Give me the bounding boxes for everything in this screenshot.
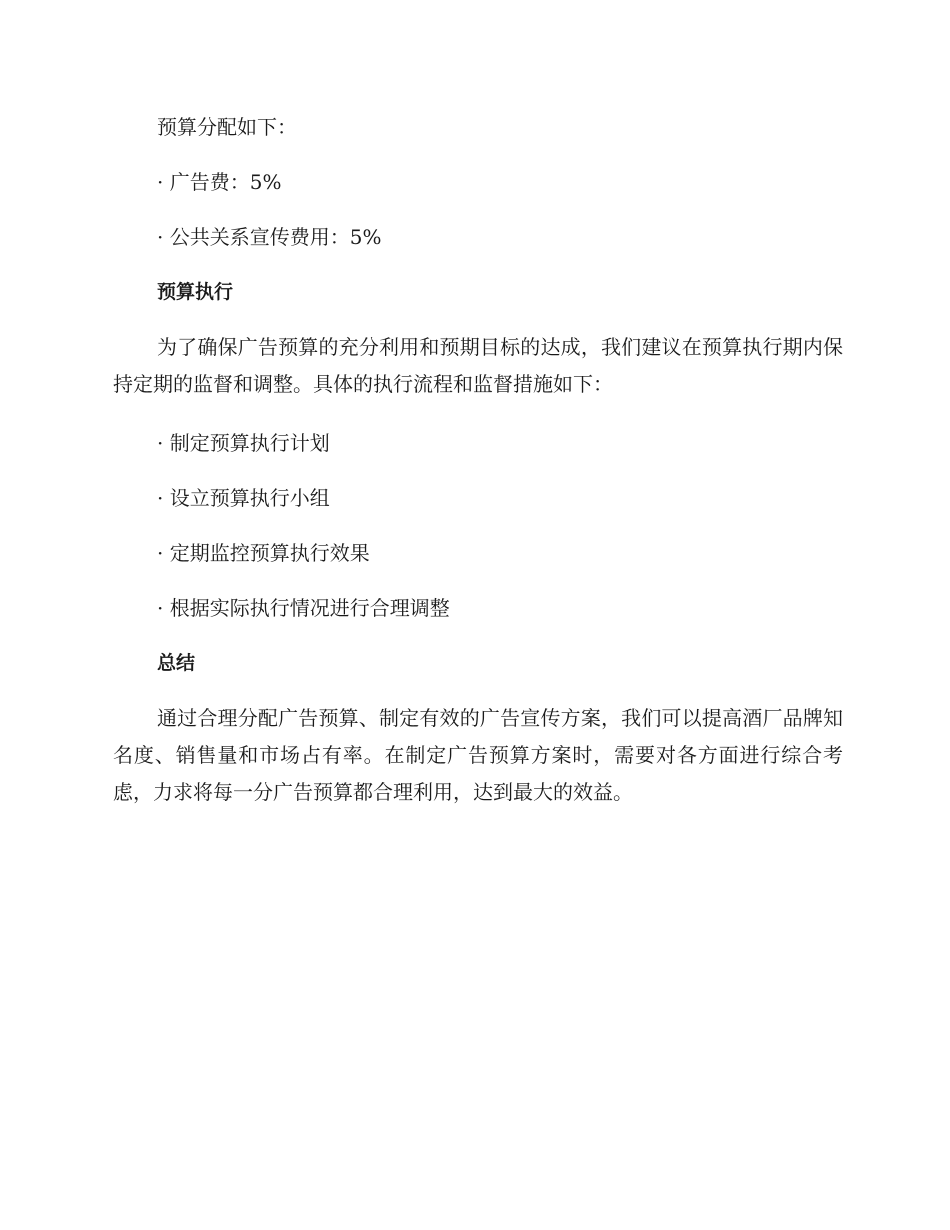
execution-item-adjust: · 根据实际执行情况进行合理调整 — [157, 596, 450, 620]
execution-item-monitor: · 定期监控预算执行效果 — [157, 541, 370, 565]
section-heading-summary: 总结 — [157, 652, 196, 674]
section-heading-execution: 预算执行 — [157, 281, 234, 303]
budget-item-ad-fee: · 广告费：5% — [157, 170, 282, 194]
budget-intro: 预算分配如下： — [157, 115, 297, 139]
execution-item-plan: · 制定预算执行计划 — [157, 431, 330, 455]
budget-item-pr-fee: · 公共关系宣传费用：5% — [157, 225, 382, 249]
summary-paragraph: 通过合理分配广告预算、制定有效的广告宣传方案，我们可以提高酒厂品牌知名度、销售量和市场占有率。在制定广告预算方案时，需要对各方面进行综合考虑，力求将每一分广告预算都合理利用，达到最大的效益。 — [113, 706, 843, 804]
execution-item-team: · 设立预算执行小组 — [157, 486, 330, 510]
execution-paragraph: 为了确保广告预算的充分利用和预期目标的达成，我们建议在预算执行期内保持定期的监督和调整。具体的执行流程和监督措施如下： — [113, 335, 843, 396]
